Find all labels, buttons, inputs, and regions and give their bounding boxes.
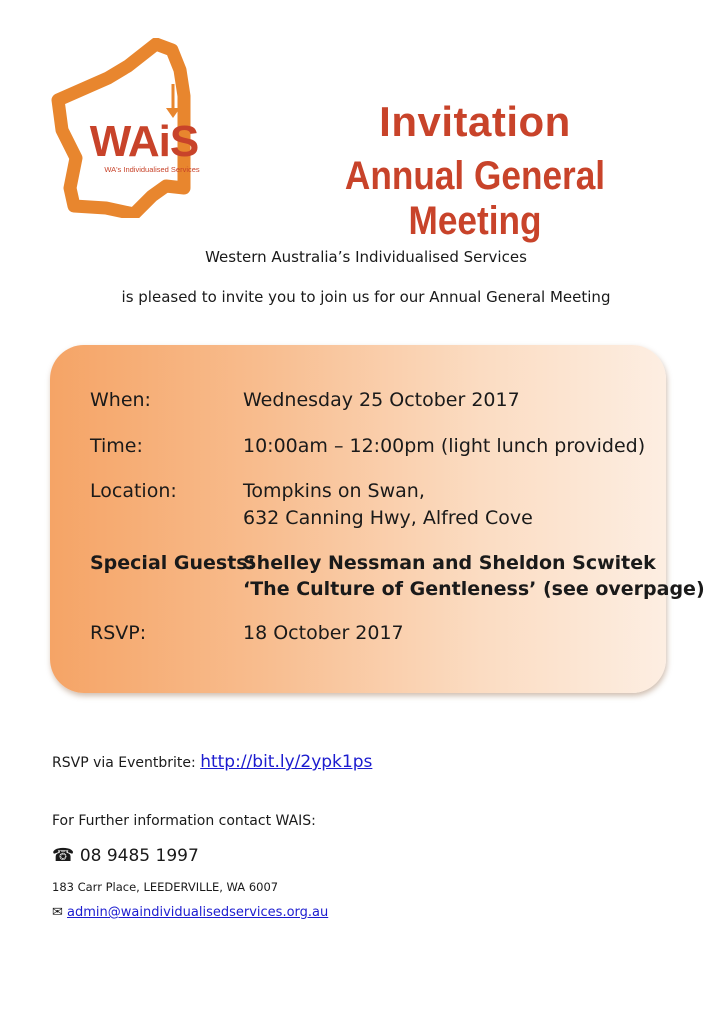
location-line-1: Tompkins on Swan,: [243, 480, 425, 502]
meeting-title: Annual General Meeting: [344, 154, 606, 243]
phone-number: 08 9485 1997: [79, 846, 199, 866]
wais-tagline-text: WA's Individualised Services: [104, 165, 200, 174]
email-line: [52, 905, 328, 920]
rsvp-line: [52, 752, 372, 772]
phone-line: [52, 845, 199, 866]
wais-logo: [48, 38, 228, 218]
eventbrite-link[interactable]: http://bit.ly/2ypk1ps: [200, 752, 373, 772]
guests-line-2: ‘The Culture of Gentleness’ (see overpage): [243, 578, 705, 600]
email-link[interactable]: admin@waindividualisedservices.org.au: [67, 905, 329, 920]
contact-heading: For Further information contact WAIS:: [52, 813, 316, 829]
guests-line-1: Shelley Nessman and Sheldon Scwitek: [243, 552, 656, 574]
time-value: 10:00am – 12:00pm (light lunch provided): [243, 435, 646, 457]
rsvp-date: 18 October 2017: [243, 622, 404, 644]
envelope-icon: ✉: [52, 905, 63, 920]
when-value: Wednesday 25 October 2017: [243, 389, 520, 411]
location-line-2: 632 Canning Hwy, Alfred Cove: [243, 507, 533, 529]
rsvp-label: RSVP:: [90, 622, 147, 644]
time-label: Time:: [90, 435, 143, 457]
location-label: Location:: [90, 480, 177, 502]
invitation-title: Invitation: [379, 98, 571, 145]
event-details-card: [50, 345, 705, 693]
phone-icon: ☎: [52, 845, 75, 866]
invite-sentence: is pleased to invite you to join us for our Annual General Meeting: [121, 288, 611, 306]
when-label: When:: [90, 389, 151, 411]
organisation-name: Western Australia’s Individualised Services: [205, 248, 527, 266]
wais-brand-text: WAiS: [89, 117, 199, 166]
guests-label: Special Guests:: [90, 552, 256, 574]
rsvp-prefix: RSVP via Eventbrite:: [52, 755, 196, 771]
address-line: 183 Carr Place, LEEDERVILLE, WA 6007: [52, 880, 279, 894]
